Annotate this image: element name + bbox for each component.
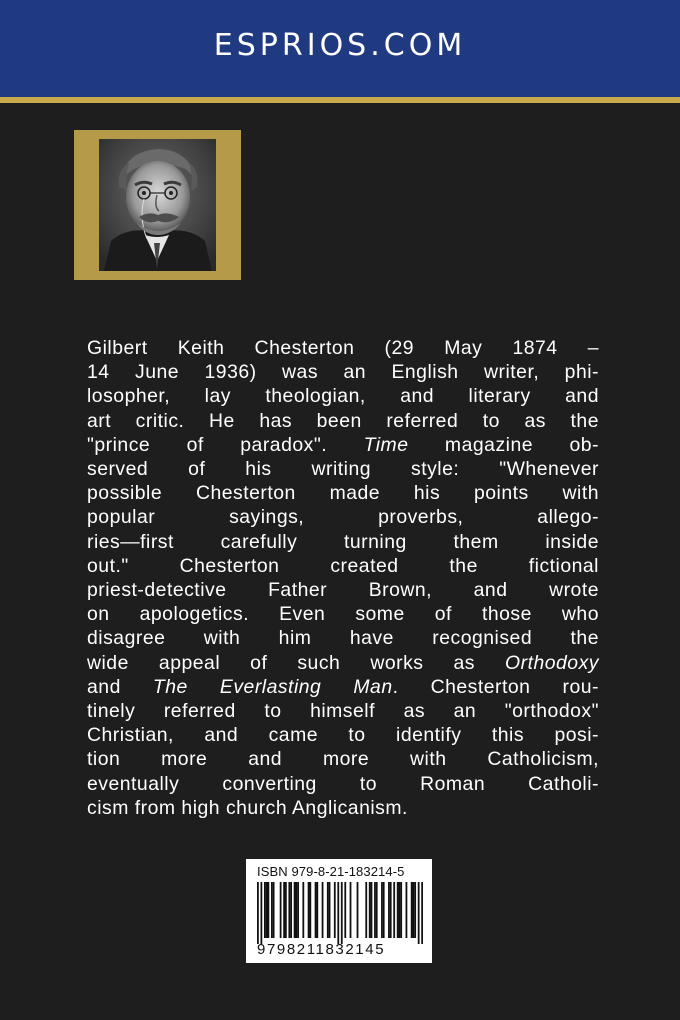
barcode-bar [290, 882, 292, 938]
italic-title: Orthodoxy [505, 651, 599, 674]
biography-line: wide appeal of such works as Orthodoxy [87, 651, 599, 674]
barcode-bar [376, 882, 378, 938]
biography-line: disagree with him have recognised the [87, 627, 599, 650]
barcode-bar [357, 882, 359, 938]
biography-line: 14 June 1936) was an English writer, phi- [87, 361, 599, 384]
barcode-bar [341, 882, 343, 944]
biography-line: and The Everlasting Man. Chesterton rou- [87, 675, 599, 698]
barcode-bar [406, 882, 408, 938]
barcode-bar [271, 882, 273, 938]
biography-line: tinely referred to himself as an "orthodox" [87, 700, 599, 723]
barcode-bar [322, 882, 324, 938]
portrait-frame [74, 130, 241, 280]
barcode-bar [397, 882, 399, 938]
barcode-bar [383, 882, 385, 938]
biography-line: tion more and more with Catholicism, [87, 748, 599, 771]
biography-line: losopher, lay theologian, and literary and [87, 385, 599, 408]
biography-line: served of his writing style: "Whenever [87, 458, 599, 481]
biography-line: possible Chesterton made his points with [87, 482, 599, 505]
barcode-bar [350, 882, 352, 938]
barcode-bar [316, 882, 318, 938]
barcode-bar [260, 882, 262, 944]
italic-title: The Everlasting Man [152, 675, 393, 698]
barcode-bar [413, 882, 415, 938]
barcode-bar [329, 882, 331, 938]
barcode-bar [365, 882, 367, 938]
barcode-bar [414, 882, 416, 938]
biography-line: eventually converting to Roman Catholi- [87, 772, 599, 795]
barcode-bar [288, 882, 290, 938]
barcode-bar [257, 882, 259, 944]
barcode-bar [264, 882, 266, 938]
barcode-bar [334, 882, 336, 938]
barcode-bar [393, 882, 395, 938]
barcode-bar [285, 882, 287, 938]
author-portrait-photo [99, 139, 216, 271]
biography-line: art critic. He has been referred to as the [87, 409, 599, 432]
barcode-bar [369, 882, 371, 938]
barcode-bar [327, 882, 329, 938]
biography-line: on apologetics. Even some of those who [87, 603, 599, 626]
isbn-label: ISBN 979-8-21-183214-5 [257, 864, 405, 879]
biography-line: Christian, and came to identify this posi- [87, 724, 599, 747]
gold-divider [0, 97, 680, 103]
barcode-bar [267, 882, 269, 938]
biography-line: cism from high church Anglicanism. [87, 796, 408, 819]
barcode-bar [297, 882, 299, 938]
barcode-bar [390, 882, 392, 938]
italic-title: Time [363, 433, 409, 456]
biography-line: popular sayings, proverbs, allego- [87, 506, 599, 529]
barcode-bar [388, 882, 390, 938]
barcode-bar [337, 882, 339, 944]
author-biography [87, 336, 599, 820]
isbn-barcode-box [246, 859, 432, 963]
barcode-bar [418, 882, 420, 944]
publisher-title: ESPRIOS.COM [213, 28, 467, 63]
barcode-bar [411, 882, 413, 938]
barcode-bar [315, 882, 317, 938]
barcode-bar [294, 882, 296, 938]
barcode-bar [309, 882, 311, 938]
header-banner [0, 0, 680, 97]
biography-line: Gilbert Keith Chesterton (29 May 1874 – [87, 337, 599, 359]
barcode-bar [344, 882, 346, 938]
barcode-bar [381, 882, 383, 938]
barcode-bar [302, 882, 304, 938]
barcode-bar [374, 882, 376, 938]
barcode-bar [400, 882, 402, 938]
barcode-bar [308, 882, 310, 938]
biography-line: out." Chesterton created the fictional [87, 554, 599, 577]
barcode-bar [283, 882, 285, 938]
barcode-bar [273, 882, 275, 938]
biography-line: ries—first carefully turning them inside [87, 530, 599, 553]
barcode-bar [399, 882, 401, 938]
barcode-bar [280, 882, 282, 938]
barcode-bar [421, 882, 423, 944]
isbn-digits: 9798211832145 [257, 941, 386, 958]
biography-line: priest-detective Father Brown, and wrote [87, 579, 599, 602]
barcode-bar [295, 882, 297, 938]
barcode-bar [371, 882, 373, 938]
biography-line: "prince of paradox". Time magazine ob- [87, 433, 599, 456]
barcode-bar [266, 882, 268, 938]
barcode-graphic [257, 882, 423, 944]
